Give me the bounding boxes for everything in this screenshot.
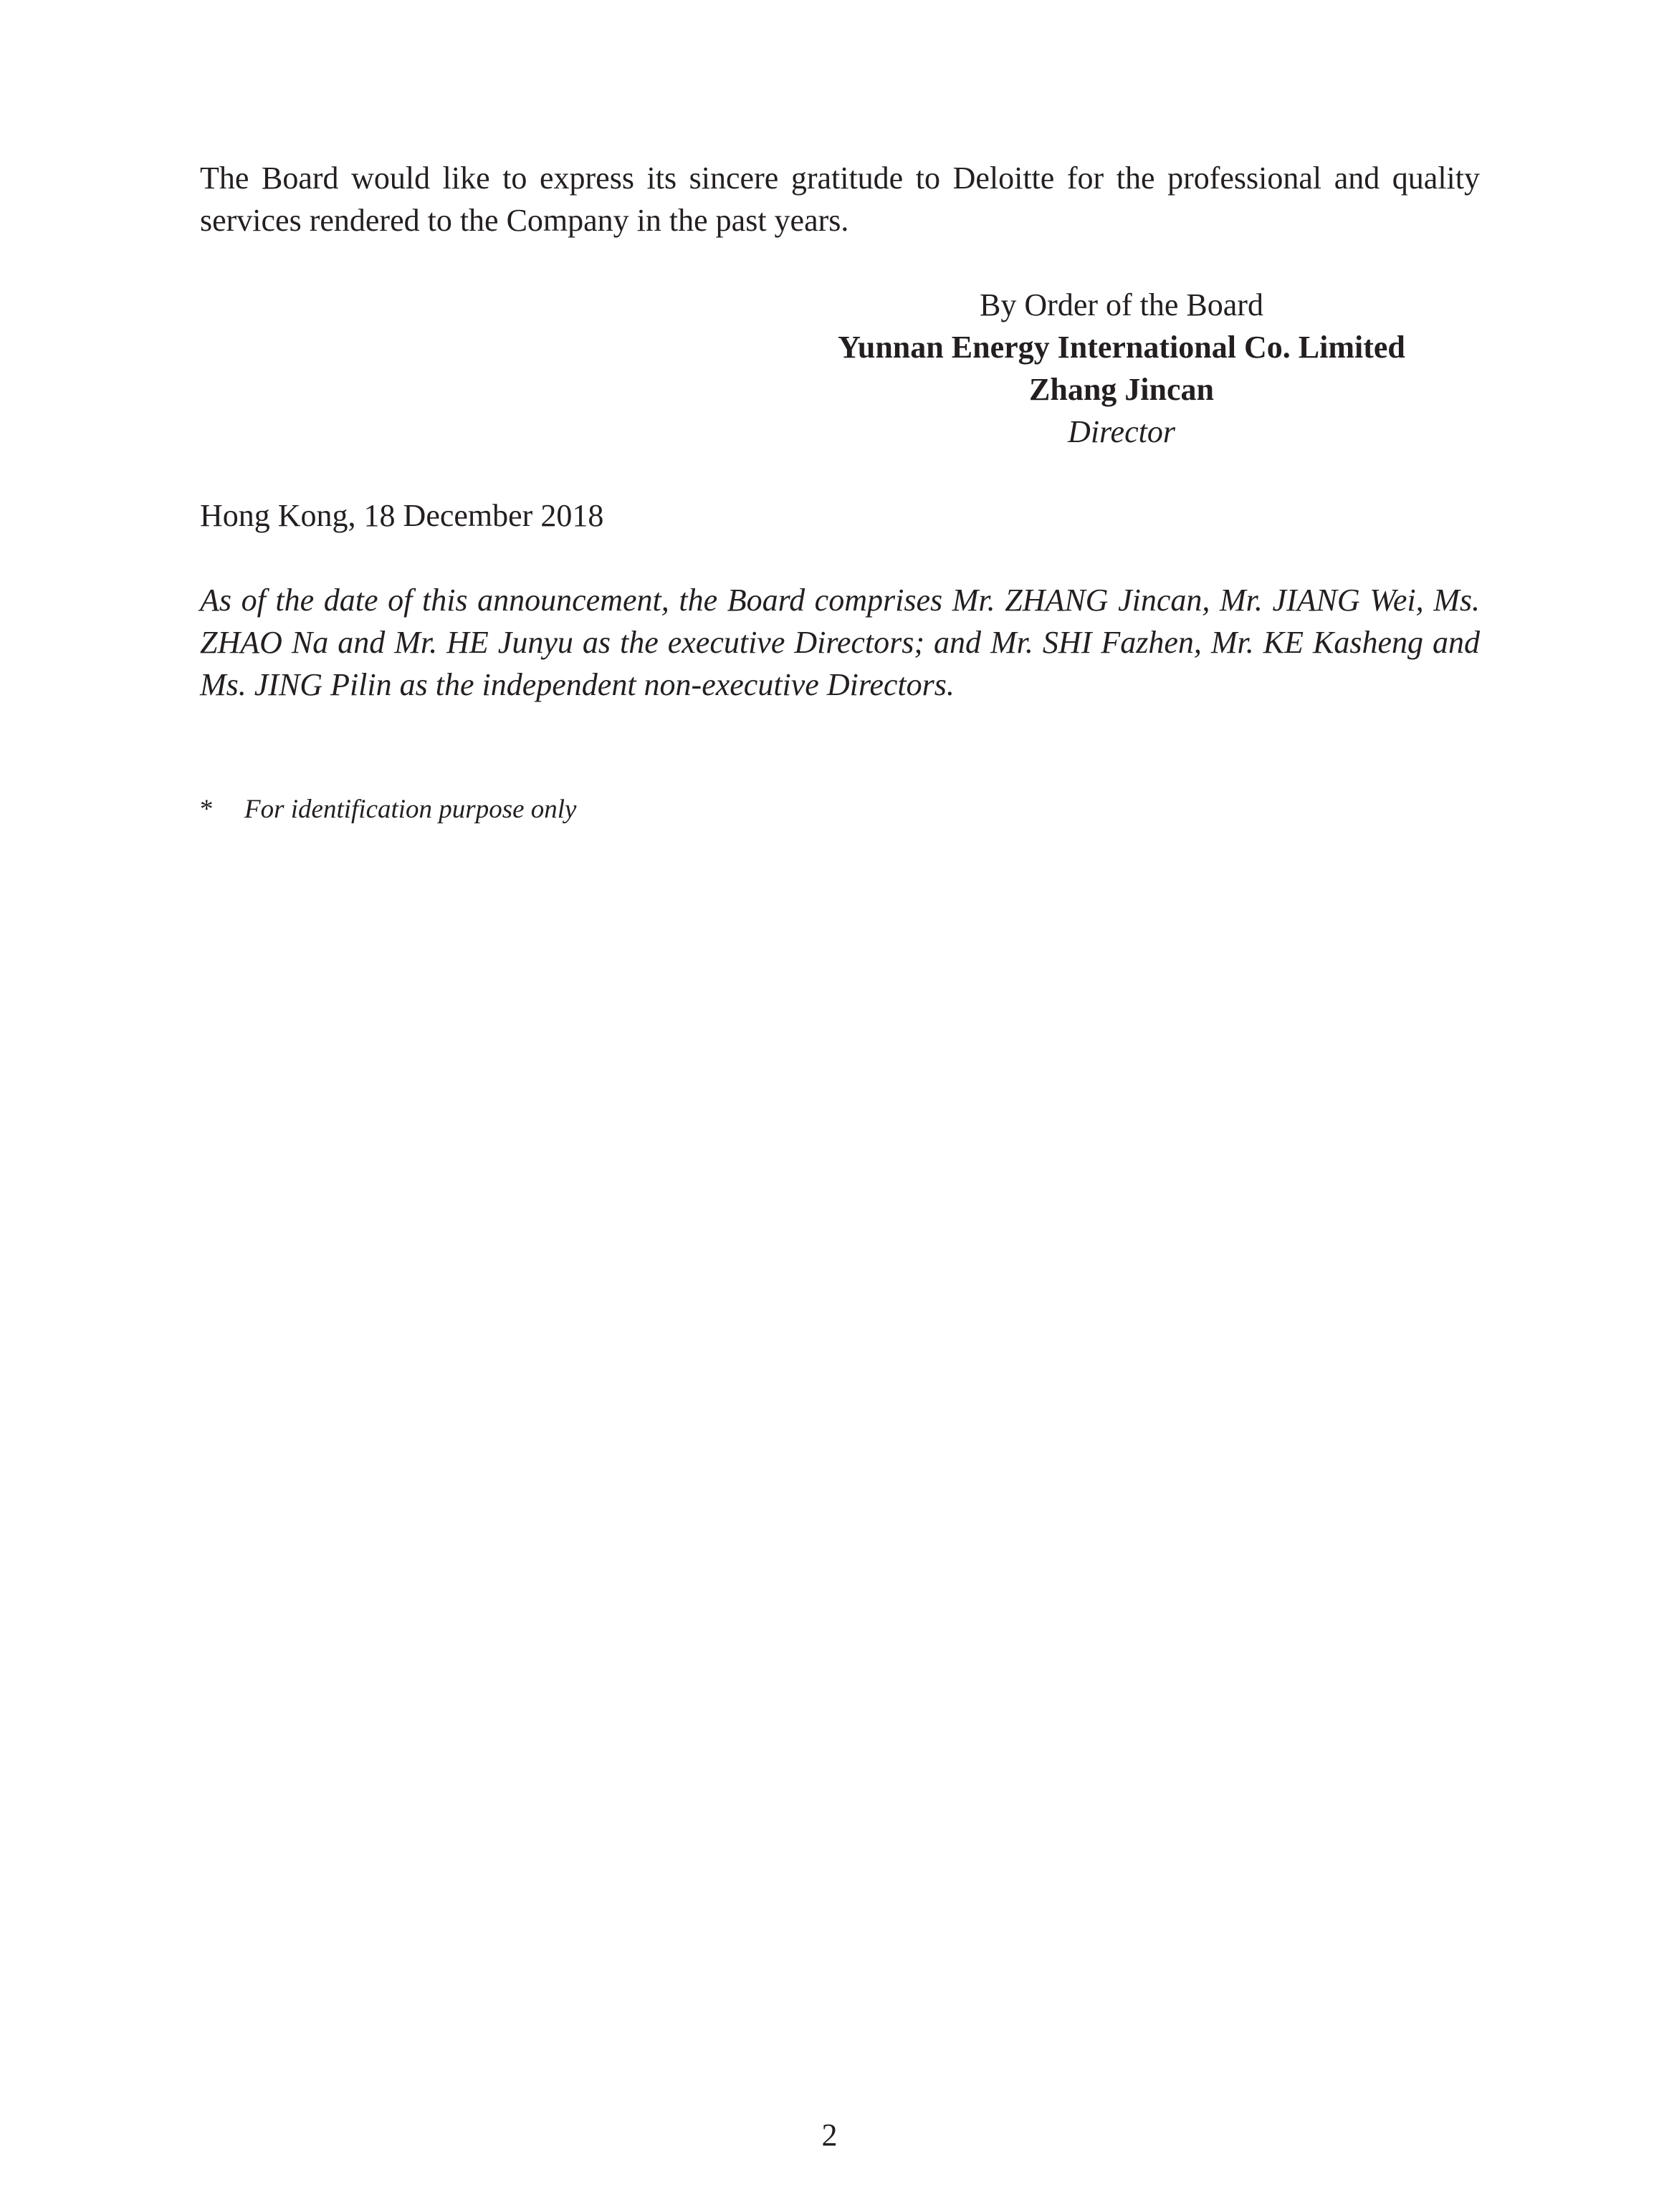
board-composition-paragraph: As of the date of this announcement, the Board comprises Mr. ZHANG Jincan, Mr. JIANG Wei, Ms. ZHAO Na and Mr. HE Junyu as the executive Directors; and Mr. SHI Fazhen, Mr. KE Kasheng and Ms. JING Pilin as the independent non-executive Directors. bbox=[200, 583, 1480, 702]
footnote-mark: * bbox=[200, 795, 214, 824]
signature-title: Director bbox=[1068, 414, 1175, 449]
footnote-text: For identification purpose only bbox=[244, 795, 577, 824]
gratitude-paragraph: The Board would like to express its sincere gratitude to Deloitte for the professional and quality services rendered to the Company in the past years. bbox=[200, 161, 1480, 238]
signature-block bbox=[717, 284, 1526, 453]
page-number: 2 bbox=[821, 2117, 838, 2153]
signature-company: Yunnan Energy International Co. Limited bbox=[838, 330, 1405, 365]
signature-order-line: By Order of the Board bbox=[980, 287, 1263, 322]
footnote bbox=[200, 793, 576, 827]
signature-name: Zhang Jincan bbox=[1029, 372, 1214, 407]
place-date: Hong Kong, 18 December 2018 bbox=[200, 498, 604, 533]
